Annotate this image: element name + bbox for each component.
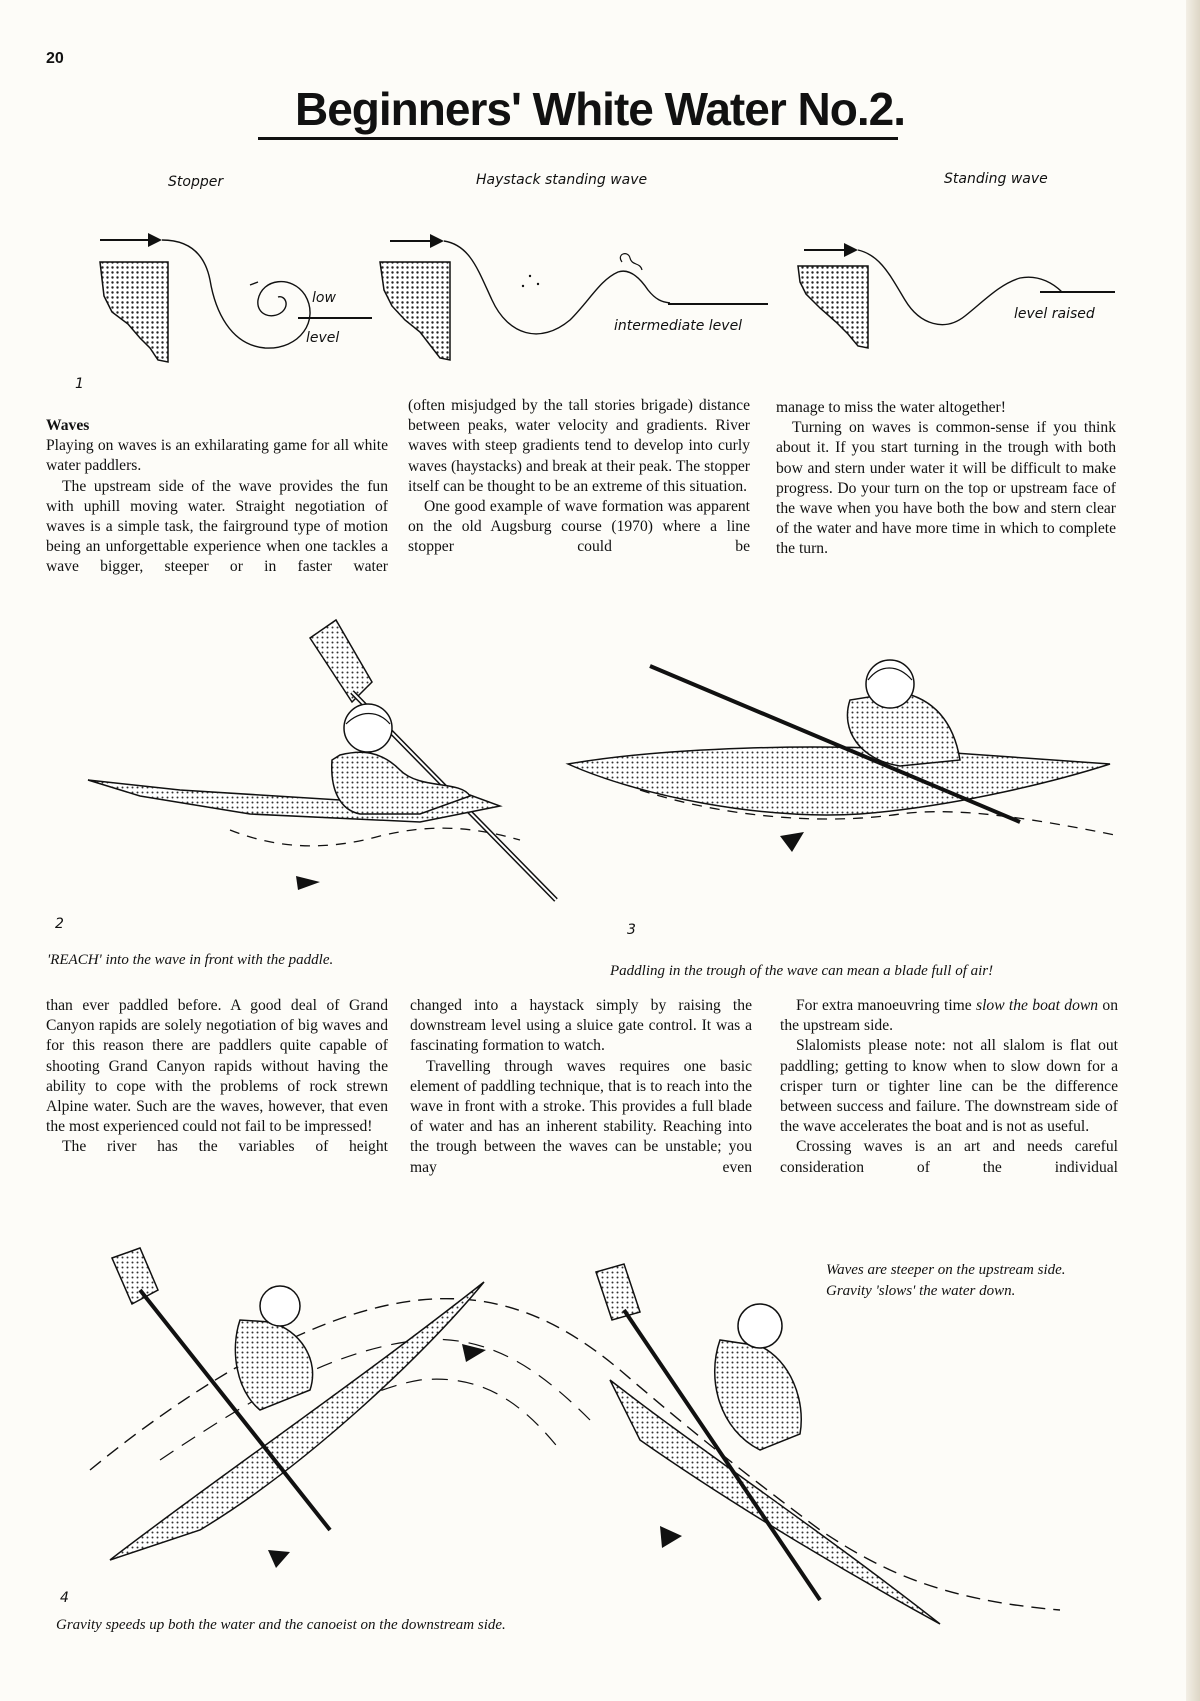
paragraph: Playing on waves is an exhilarating game for all white water paddlers.	[46, 437, 388, 475]
standing-level-text: level raised	[1014, 306, 1095, 322]
flow-arrow	[268, 1550, 290, 1568]
figure-4-side-caption	[826, 1260, 1066, 1302]
figure-4-number: 4	[60, 1590, 69, 1606]
text-run: For extra manoeuvring time	[796, 997, 977, 1014]
kayak-illustration-2	[0, 600, 1200, 1000]
paragraph: than ever paddled before. A good deal of Grand Canyon rapids are solely negotiation of big waves and for this reason there are paddlers quite capable of shooting Grand Canyon rapids without having the ability to cope with the problems of rock strewn Alpine water. Such are the waves, however, that even the most experienced could not fail to be impressed!	[46, 997, 388, 1136]
paddler-helmet-3	[866, 660, 914, 708]
paragraph: One good example of wave formation was apparent on the old Augsburg course (1970) where a line stopper could be	[408, 498, 750, 556]
emphasis: slow the boat down	[976, 997, 1099, 1014]
paddler-helmet	[344, 704, 392, 752]
paragraph: Turning on waves is common-sense if you think about it. If you start turning in the trough with both bow and stern under water it will be difficult to make progress. Do your turn on the top or upstream face of the wave when you have both the bow and stern clear of the water and have more time in which to complete the turn.	[776, 419, 1116, 558]
figure-3-caption: Paddling in the trough of the wave can mean a blade full of air!	[610, 963, 994, 979]
text-run: on the upstream side.	[780, 997, 1119, 1035]
flow-arrow	[660, 1526, 682, 1548]
paragraph: Slalomists please note: not all slalom is flat out paddling; getting to know when to slow down for a crisper turn or tighter line can be the difference between success and failure. The downstream side of the wave accelerates the boat and is not as useful.	[780, 1037, 1118, 1136]
section-heading: Waves	[46, 417, 90, 434]
haystack-diagram	[380, 234, 768, 360]
figure-2-number: 2	[55, 916, 64, 932]
figure-2-caption: 'REACH' into the wave in front with the paddle.	[47, 952, 334, 968]
text-bottom-col2	[410, 996, 752, 1178]
paragraph: The river has the variables of height	[62, 1138, 388, 1156]
paragraph	[780, 996, 1118, 1036]
figure-4-caption: Gravity speeds up both the water and the canoeist on the downstream side.	[56, 1617, 506, 1633]
rock-shape	[100, 262, 168, 362]
paddler-helmet-left	[260, 1286, 300, 1326]
water-line	[230, 828, 520, 846]
wave-diagrams	[0, 0, 1200, 400]
paragraph: manage to miss the water altogether!	[776, 399, 1006, 416]
flow-arrow	[844, 243, 858, 257]
rock-shape	[798, 266, 868, 348]
text-top-col1	[46, 416, 388, 578]
dash	[250, 282, 258, 285]
paddler-body-left	[235, 1320, 312, 1410]
page-title: Beginners' White Water No.2.	[295, 83, 905, 135]
flow-arrow	[430, 234, 444, 248]
figure-1-number: 1	[75, 376, 84, 392]
paragraph: Travelling through waves requires one basic element of paddling technique, that is to reach into the wave in front with a stroke. This provides a full blade of water and has an inherent stability. Reaching into the trough between the waves can be unstable; you may even	[410, 1057, 752, 1176]
text-bottom-col1	[46, 996, 388, 1158]
haystack-level-text: intermediate level	[614, 318, 743, 334]
side-caption-line: Waves are steeper on the upstream side.	[826, 1262, 1066, 1278]
paddler-helmet-right	[738, 1304, 782, 1348]
haystack-label: Haystack standing wave	[476, 172, 648, 188]
standing-wave-diagram	[798, 243, 1115, 348]
paragraph: changed into a haystack simply by raising the downstream level using a sluice gate control. It was a fascinating formation to watch.	[410, 997, 752, 1055]
paragraph: Crossing waves is an art and needs careful consideration of the individual	[780, 1138, 1118, 1176]
figure-3-number: 3	[627, 922, 636, 938]
kayak-hull-3	[568, 747, 1110, 815]
paragraph: The upstream side of the wave provides the fun with uphill moving water. Straight negotiation of waves is a simple task, the fairground type of motion being an unforgettable experience when one tackles a wave bigger, steeper or in faster water	[46, 477, 388, 576]
text-top-col2	[408, 396, 750, 558]
text-bottom-col3	[780, 996, 1118, 1178]
stopper-level-text: level	[306, 330, 340, 346]
flow-arrow	[148, 233, 162, 247]
side-caption-line: Gravity 'slows' the water down.	[826, 1283, 1016, 1299]
standing-wave-label: Standing wave	[944, 171, 1048, 187]
stopper-low-text: low	[312, 290, 336, 306]
text-top-col3	[776, 398, 1116, 560]
stopper-label: Stopper	[168, 174, 224, 190]
curl	[620, 254, 642, 270]
paddler-body-right	[715, 1340, 802, 1450]
paddle-blade-left	[112, 1248, 158, 1304]
stopper-curl	[162, 240, 310, 348]
flow-arrow	[296, 876, 320, 890]
flow-arrow-3	[780, 832, 804, 852]
paddle-blade	[310, 620, 372, 702]
page-number: 20	[46, 50, 64, 67]
paragraph: (often misjudged by the tall stories brigade) distance between peaks, water velocity and gradients. River waves with steep gradients tend to develop into curly waves (haystacks) and break at their peak. The stopper itself can be thought to be an extreme of this situation.	[408, 397, 750, 495]
rock-shape	[380, 262, 450, 360]
paddle-blade-right	[596, 1264, 640, 1320]
